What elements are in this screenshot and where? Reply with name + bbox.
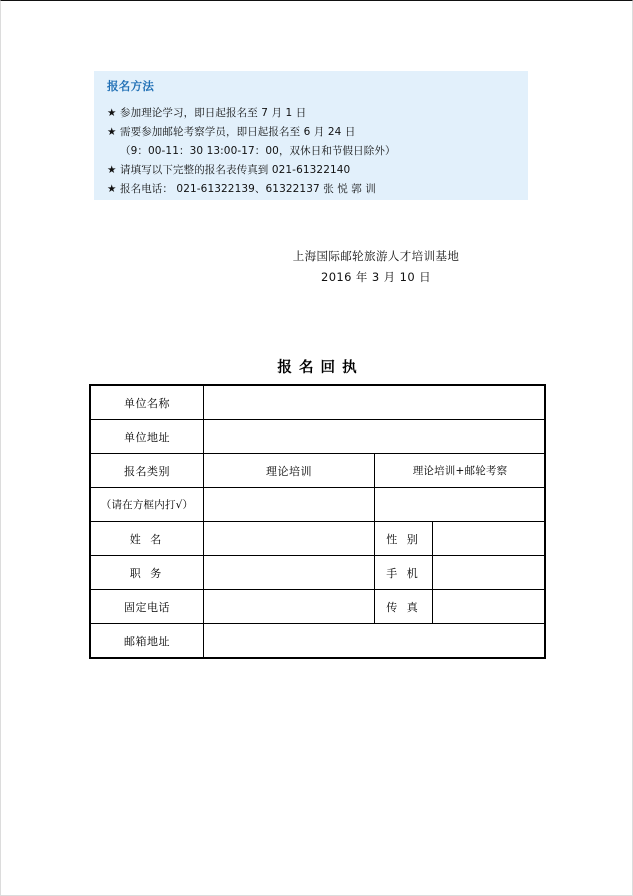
name-field[interactable] [204, 522, 375, 556]
signature-block [241, 246, 511, 288]
table-row [91, 556, 546, 590]
notice-line-text: （9：00-11：30 13:00-17：00，双休日和节假日除外） [120, 145, 396, 157]
star-icon: ★ [107, 183, 117, 195]
star-icon: ★ [107, 126, 117, 138]
gender-label: 性 别 [375, 522, 433, 556]
notice-line-text: 报名电话： 021-61322139、61322137 张 悦 郭 训 [120, 183, 376, 195]
table-row [91, 386, 546, 420]
position-field[interactable] [204, 556, 375, 590]
star-icon: ★ [107, 164, 117, 176]
table-row [91, 454, 546, 488]
notice-line-text: 请填写以下完整的报名表传真到 021-61322140 [120, 164, 351, 176]
issuing-organization: 上海国际邮轮旅游人才培训基地 [292, 249, 460, 263]
star-icon: ★ [107, 107, 117, 119]
notice-line-list [107, 104, 517, 199]
table-row [91, 522, 546, 556]
notice-line [107, 123, 517, 142]
notice-line [107, 142, 517, 161]
company-name-field[interactable] [204, 386, 546, 420]
category-option-2-label: 理论培训+邮轮考察 [375, 454, 546, 488]
mobile-label: 手 机 [375, 556, 433, 590]
notice-title: 报名方法 [107, 79, 155, 93]
table-row [91, 488, 546, 522]
name-label: 姓 名 [91, 522, 204, 556]
notice-line [107, 180, 517, 199]
table-row [91, 420, 546, 454]
email-label: 邮箱地址 [91, 624, 204, 658]
category-option-1-label: 理论培训 [204, 454, 375, 488]
category-label: 报名类别 [91, 454, 204, 488]
registration-receipt-table [90, 385, 546, 658]
fax-label: 传 真 [375, 590, 433, 624]
notice-line [107, 161, 517, 180]
company-address-field[interactable] [204, 420, 546, 454]
gender-field[interactable] [433, 522, 546, 556]
notice-line [107, 104, 517, 123]
registration-method-notice [94, 71, 528, 200]
table-row [91, 624, 546, 658]
table-row [91, 590, 546, 624]
category-check-1-box[interactable] [204, 488, 375, 522]
company-address-label: 单位地址 [91, 420, 204, 454]
category-hint-label: （请在方框内打√） [91, 488, 204, 522]
telephone-label: 固定电话 [91, 590, 204, 624]
company-name-label: 单位名称 [91, 386, 204, 420]
fax-field[interactable] [433, 590, 546, 624]
position-label: 职 务 [91, 556, 204, 590]
notice-line-text: 参加理论学习，即日起报名至 7 月 1 日 [120, 107, 307, 119]
notice-line-text: 需要参加邮轮考察学员，即日起报名至 6 月 24 日 [120, 126, 356, 138]
form-title: 报 名 回 执 [277, 360, 358, 376]
telephone-field[interactable] [204, 590, 375, 624]
issue-date: 2016 年 3 月 10 日 [321, 270, 431, 284]
category-check-2-box[interactable] [375, 488, 546, 522]
mobile-field[interactable] [433, 556, 546, 590]
email-field[interactable] [204, 624, 546, 658]
